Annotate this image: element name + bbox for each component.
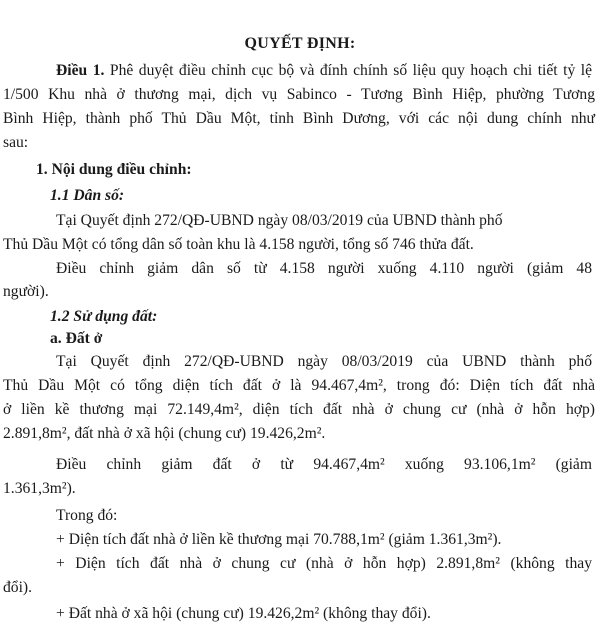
land-para-line2: Thủ Dầu Một có tổng diện tích đất ở là 94.467,4m², trong đó: Diện tích đất nhà [3,377,595,394]
article1-line2: 1/500 Khu nhà ở thương mại, dịch vụ Sabinco - Tương Bình Hiệp, phường Tương [3,86,595,103]
bullet-social-housing: + Đất nhà ở xã hội (chung cư) 19.426,2m² (không thay đổi). [56,605,431,622]
land-para-line4: 2.891,8m², đất nhà ở xã hội (chung cư) 19.426,2m². [3,425,326,442]
article1-line3: Bình Hiệp, thành phố Thủ Dầu Một, tỉnh Bình Dương, với các nội dung chính như [3,110,595,127]
population-adjust-line1: Điều chỉnh giảm dân số từ 4.158 người xuống 4.110 người (giảm 48 [56,260,592,277]
article1-line1 [56,61,592,82]
land-para-line3: ở liền kề thương mại 72.149,4m², diện tích đất nhà ở chung cư (nhà ở hỗn hợp) [3,401,595,418]
subsection-a-heading: a. Đất ở [50,330,103,347]
bullet-apartment-line2: đổi). [3,579,33,596]
land-para-line1: Tại Quyết định 272/QĐ-UBND ngày 08/03/2019 của UBND thành phố [56,353,592,370]
section1-heading: 1. Nội dung điều chỉnh: [36,161,192,178]
bullet-townhouse: + Diện tích đất nhà ở liền kề thương mại 70.788,1m² (giảm 1.361,3m²). [56,531,502,548]
decision-title: QUYẾT ĐỊNH: [244,35,356,52]
subsection-1-1-heading: 1.1 Dân số: [50,187,125,204]
land-adjust-line2: 1.361,3m²). [3,480,76,497]
subsection-1-2-heading: 1.2 Sử dụng đất: [50,308,158,325]
article1-label: Điều 1. [56,62,105,79]
article1-line4: sau: [3,134,29,151]
population-adjust-line2: người). [3,283,49,300]
land-adjust-line1: Điều chỉnh giảm đất ở từ 94.467,4m² xuống 93.106,1m² (giảm [56,456,592,473]
population-para-line2: Thủ Dầu Một có tổng dân số toàn khu là 4.158 người, tổng số 746 thửa đất. [3,236,474,253]
population-para-line1: Tại Quyết định 272/QĐ-UBND ngày 08/03/2019 của UBND thành phố [56,212,503,229]
bullet-apartment-line1: + Diện tích đất nhà ở chung cư (nhà ở hỗn hợp) 2.891,8m² (không thay [56,555,592,572]
including-label: Trong đó: [56,507,118,524]
article1-text-1: Phê duyệt điều chỉnh cục bộ và đính chính số liệu quy hoạch chi tiết tỷ lệ [104,62,593,79]
